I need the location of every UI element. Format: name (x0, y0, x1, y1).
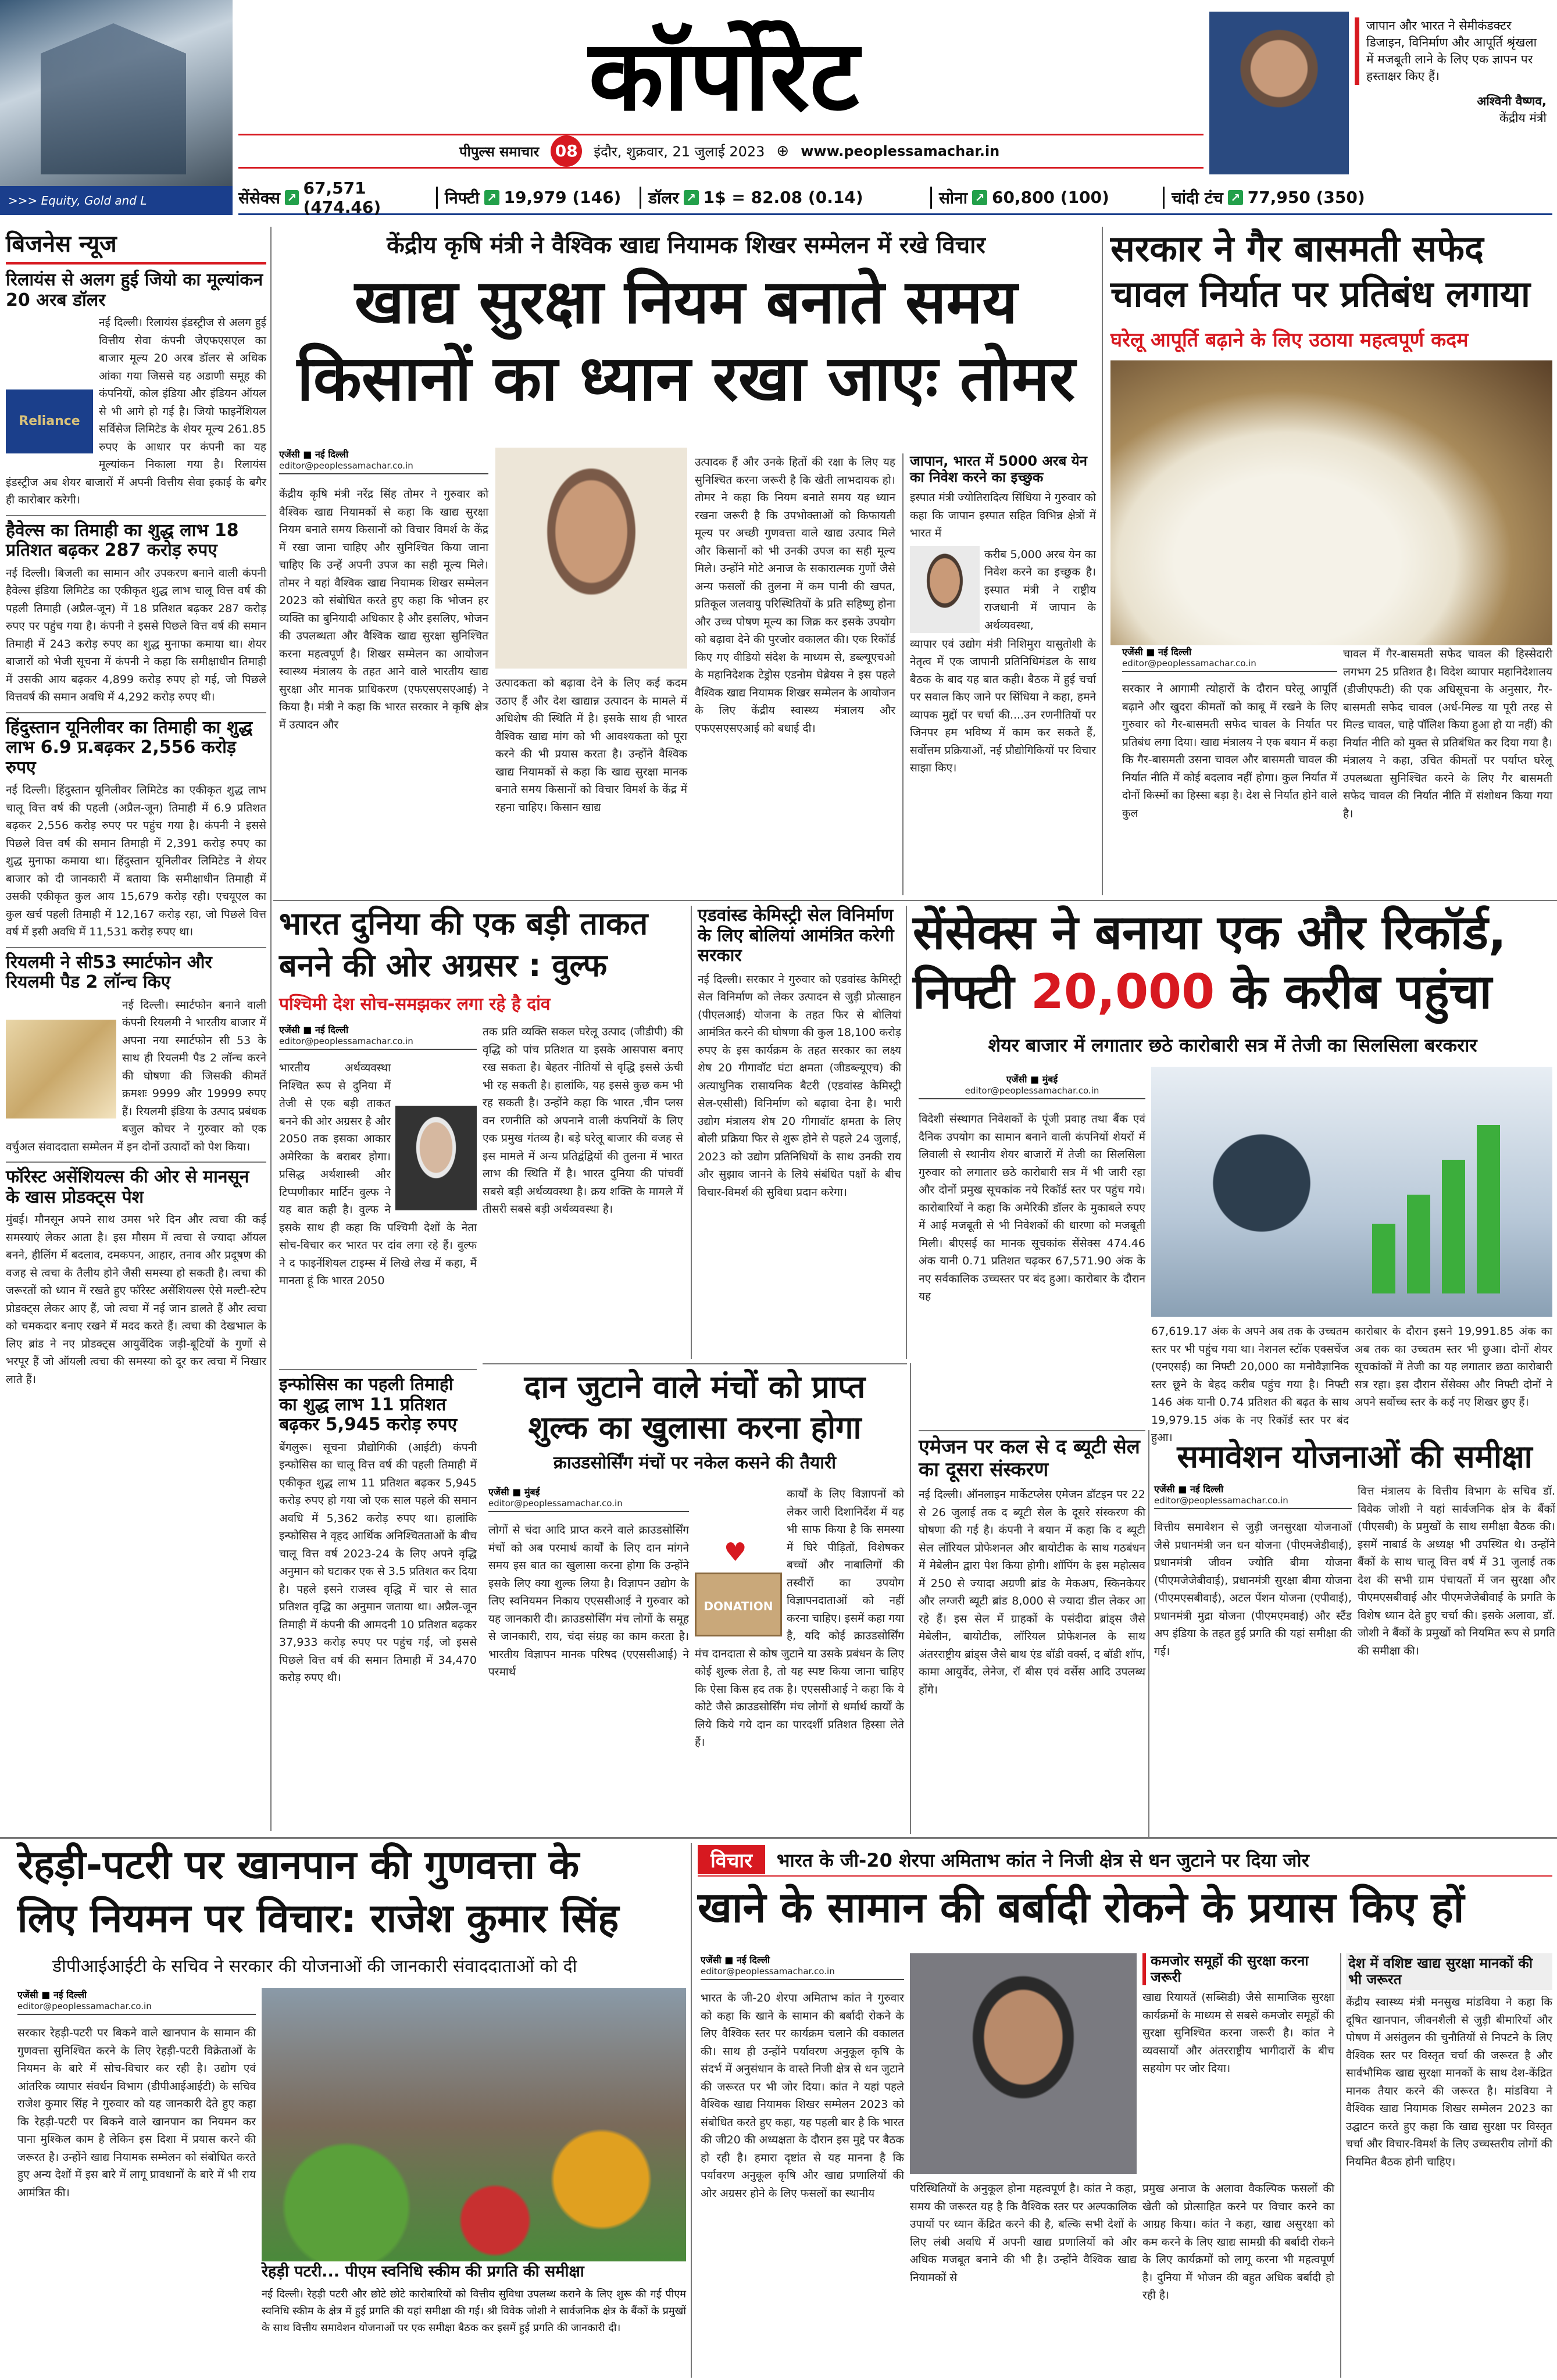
amitabh-kant-photo (910, 1953, 1137, 2174)
sidebar-item-body: मुंबई। मौनसून अपने साथ उमस भरे दिन और त्वचा की कई समस्याएं लेकर आता है। इस मौसम में त्वचा से ज्यादा ऑयल बनने, हीलिंग में बदलाव, दमकपन, आहार, तनाव और प्रदूषण की वजह से त्वचा के तैलीय होने जैसी समस्या हो सकती है। त्वचा की जरूरतों को ध्यान में रखते हुए फॉरेस्ट असेंशियल्स ऐसे मल्टी-स्टेप प्रोडक्ट्स लेकर आए हैं, जो त्वचा में नई जान डालते हैं और त्वचा को चमकदार बनाए रखने में मदद करते हैं। त्वचा की देखभाल के लिए ब्रांड ने नए प्रोडक्ट्स आयुर्वेदिक जड़ी-बूटियों के गुणों से भरपूर हैं जो ऑयली त्वचा की समस्या को दूर कर त्वचा में निखार लाते हैं। (6, 1213, 266, 1386)
crowd-subtitle: क्राउडसोर्सिंग मंचों पर नकेल कसने की तैयारी (553, 1453, 837, 1473)
donation-box: DONATION (695, 1573, 782, 1636)
rice-col-2: चावल में गैर-बासमती सफेद चावल की हिस्सेदारी लगभग 25 प्रतिशत है। विदेश व्यापार महानिदेशालय (डीजीएफटी) की एक अधिसूचना के अनुसार, गैर-बासमती सफेद चावल (अर्ध-मिल्ड या पूरी तरह से मिल्ड चावल, चाहे पॉलिश किया हुआ हो या नहीं) की निर्यात नीति को मुक्त से प्रतिबंधित कर दिया गया है। मंत्रालय ने कहा, उचित कीमतों पर पर्याप्त घरेलू उपलब्धता सुनिश्चित करने के लिए गैर बासमती सफेद चावल की निर्यात नीति में संशोधन किया गया है। (1343, 648, 1552, 820)
sensex-subtitle: शेयर बाजार में लगातार छठे कारोबारी सत्र में तेजी का सिलसिला बरकरार (988, 1034, 1477, 1056)
dateline-bar (238, 134, 1204, 169)
vichar-col-3: प्रमुख अनाज के अलावा वैकल्पिक फसलों की खेती को प्रोत्साहित करने पर विचार करने का आग्रह किया। कांत ने कहा, खाद्य असुरक्षा को कम करने के लिए खाद्य सामग्री की बर्बादी रोकने के लिए कार्यक्रमों को लागू करना भी महत्वपूर्ण है। दुनिया में भोजन की बहुत अधिक बर्बादी हो रही है। (1142, 2182, 1334, 2302)
sensex-col-1: विदेशी संस्थागत निवेशकों के पूंजी प्रवाह तथा बैंक एवं दैनिक उपयोग का सामान बनाने वाली कंपनियों शेयरों में लिवाली से स्थानीय शेयर बाजारों में तेजी का सिलसिला गुरुवार को लगातार छठे कारोबारी सत्र में भी जारी रहा और दोनों प्रमुख सूचकांक नये रिकॉर्ड स्तर पर पहुंच गये। कारोबारियों ने कहा कि अमेरिकी डॉलर के मुकाबले रुपए में आई मजबूती से भी निवेशकों की धारणा को मजबूती मिली। बीएसई का मानक सूचकांक सेंसेक्स 474.46 अंक यानी 0.71 प्रतिशत चढ़कर 67,571.90 अंक के नए सर्वकालिक उच्चस्तर पर बंद हुआ। कारोबार के दौरान यह (919, 1113, 1145, 1303)
chem-title: एडवांस्ड केमिस्ट्री सेल विनिर्माण के लिए बोलियां आमंत्रित करेगी सरकार (698, 905, 894, 966)
vichar-kicker-row (698, 1844, 1552, 1877)
wolf-byline-block (279, 1023, 477, 1056)
heart-icon: ♥ (724, 1538, 747, 1567)
globe-icon: ⊕ (776, 142, 790, 160)
crowd-top-divider (483, 1363, 907, 1364)
byline: एजेंसी ■ नई दिल्ली (279, 449, 349, 460)
sensex-title-2a: निफ्टी (913, 964, 1031, 1020)
byline: एजेंसी ■ मुंबई (488, 1486, 540, 1498)
sidebar-header: बिजनेस न्यूज (6, 227, 266, 265)
sidebar-item-title: रियलमी ने सी53 स्मार्टफोन और रियलमी पैड 2 लॉन्च किए (6, 952, 212, 992)
bar-graphic (1407, 1195, 1430, 1293)
sidebar-item-hul (6, 712, 266, 941)
rice-col-1: सरकार ने आगामी त्योहारों के दौरान घरेलू आपूर्ति बढ़ाने और खुदरा कीमतों को काबू में रखने के लिए गुरुवार को गैर-बासमती सफेद चावल के निर्यात पर प्रतिबंध लगा दिया। खाद्य मंत्रालय ने एक बयान में कहा कि गैर-बासमती उसना चावल और बासमती चावल की निर्यात नीति में कोई बदलाव नहीं होगा। कुल निर्यात में दोनों किस्मों का हिस्सा बड़ा है। देश से निर्यात होने वाले कुल (1122, 682, 1337, 820)
donation-box-icon (695, 1538, 782, 1642)
up-arrow-icon: ↗ (972, 190, 987, 205)
email: editor@peoplessamachar.co.in (701, 1966, 904, 1980)
amazon-body: नई दिल्ली। ऑनलाइन मार्केटप्लेस एमेजन डॉटइन पर 22 से 26 जुलाई तक द ब्यूटी सेल के दूसरे संस्करण की घोषणा की गई है। कंपनी ने बयान में कहा कि द ब्यूटी सेल लॉरियल प्रोफेशनल और बायोटीक के साथ गठबंधन में मेबेलीन द्वारा पेश किया होगी। शॉपिंग के इस महोत्सव में 250 से ज्यादा अग्रणी ब्रांड के मेकअप, स्किनकेयर और लग्जरी ब्यूटी ब्रांड 8,000 से ज्यादा डील लेकर आ रहे हैं। इस सेल में ग्राहकों के पसंदीदा ब्रांड्स जैसे मेबेलीन, बायोटीक, लॉरियल प्रोफेशनल के साथ अंतरराष्ट्रीय ब्रांड्स जैसे बाथ एंड बॉडी वर्क्स, द बॉडी शॉप, कामा आयुर्वेद, लेनेज, रॉ बीस एवं वर्सेस आदि उपलब्ध होंगे। (919, 1488, 1145, 1696)
phone-photo (6, 1020, 116, 1118)
wolf-col-1-text: भारतीय अर्थव्यवस्था निश्चित रूप से दुनिया में तेजी से एक बड़ी ताकत बनने की ओर अग्रसर है और 2050 तक इसका आकार अमेरिका के बराबर होगा। प्रसिद्ध अर्थशास्त्री और टिप्पणीकार मार्टिन वुल्फ ने यह बात कही है। वुल्फ ने इसके साथ ही कहा कि पश्चिमी देशों के नेता सोच-विचार कर भारत पर दांव लगा रहे हैं। वुल्फ ने द फाइनेंशियल टाइम्स में लिखे लेख में कहा, मैं मानता हूं कि भारत 2050 (279, 1062, 477, 1287)
sidebar-item-body: नई दिल्ली। बिजली का सामान और उपकरण बनाने वाली कंपनी हैवेल्स इंडिया लिमिटेड का एकीकृत शुद्ध लाभ चालू वित्त वर्ष की पहली तिमाही (अप्रैल-जून) में 18 प्रतिशत बढ़कर 287 करोड़ रुपए पर पहुंच गया है। कंपनी ने इससे पिछले वित्त वर्ष की समान तिमाही में 243 करोड़ रुपए का शुद्ध मुनाफा कमाया था। शेयर बाजारों को भेजी सूचना में कंपनी ने कहा कि समीक्षाधीन तिमाही में उसकी आय बढ़कर 4,899 करोड़ रुपए हो गई, जो पिछले वित्तवर्ष की समान अवधि में 4,292 करोड़ रुपए थी। (6, 566, 266, 703)
wolf-col-2: तक प्रति व्यक्ति सकल घरेलू उत्पाद (जीडीपी) की वृद्धि को पांच प्रतिशत या इसके आसपास बनाए रख सकता है। बेहतर नीतियों से वृद्धि इससे ऊंची भी रह सकती है। हालांकि, यह इससे कुछ कम भी रह सकती है। उन्होंने कहा कि भारत ,चीन प्लस वन रणनीति को अपनाने वाली कंपनियों के लिए एक प्रमुख गंतव्य है। बड़े घरेलू बाजार की वजह से इस मामले में अन्य प्रतिद्वंद्वियों की तुलना में भारत लाभ की स्थिति में है। भारत दुनिया की पांचवीं सबसे बड़ी अर्थव्यवस्था है। क्रय शक्ति के मामले में तीसरी सबसे बड़ी अर्थव्यवस्था है। (483, 1025, 683, 1216)
bar-graphic (1372, 1224, 1395, 1293)
up-arrow-icon: ↗ (1228, 190, 1243, 205)
wolf-title-2: बनने की ओर अग्रसर : वुल्फ (279, 947, 608, 984)
row3-divider (0, 1837, 1557, 1839)
lead-headline-1: खाद्य सुरक्षा नियम बनाते समय (354, 266, 1017, 337)
paper-name: पीपुल्स समाचार (459, 143, 540, 160)
banner-strip: >>> Equity, Gold and L (0, 186, 233, 215)
vichar-box-title: कमजोर समूहों की सुरक्षा करना जरूरी (1142, 1953, 1334, 1985)
japan-wrap: करीब 5,000 अरब येन का निवेश करने का इच्छुक है। इस्पात मंत्री ने राष्ट्रीय राजधानी में जापान के अर्थव्यवस्था, (984, 548, 1096, 632)
rice-title-1: सरकार ने गैर बासमती सफेद (1110, 227, 1484, 270)
bull-icon (1186, 1107, 1337, 1259)
sidebar-item-title: हिंदुस्तान यूनिलीवर का तिमाही का शुद्ध लाभ 6.9 प्र.बढ़कर 2,556 करोड़ रुपए (6, 717, 253, 778)
sidebar (6, 227, 266, 1831)
chem-divider (906, 906, 907, 1359)
ticker-silver: चांदी टंच ↗ 77,950 (350) (1163, 187, 1407, 209)
byline: एजेंसी ■ मुंबई (1006, 1074, 1058, 1085)
quote-title: केंद्रीय मंत्री (1499, 111, 1547, 125)
website: www.peoplessamachar.in (801, 143, 1000, 159)
rehdi-title-2: लिए नियमन पर विचार: राजेश कुमार सिंह (17, 1896, 619, 1942)
sensex-title-1: सेंसेक्स ने बनाया एक और रिकॉर्ड, (913, 905, 1506, 960)
sidebar-item-title: फॉरेस्ट असेंशियल्स की ओर से मानसून के खास प्रोडक्ट्स पेश (6, 1167, 249, 1207)
market-ticker (238, 178, 1552, 217)
ticker-sensex: सेंसेक्स ↗ 67,571 (474.46) (238, 178, 381, 217)
crowd-title-2: शुल्क का खुलासा करना होगा (528, 1409, 862, 1446)
top-quote (1355, 17, 1547, 174)
vichar-side-body: केंद्रीय स्वास्थ्य मंत्री मनसुख मांडविया ने कहा कि दूषित खानपान, जीवनशैली से जुड़ी बीमारियों और पोषण में असंतुलन की चुनौतियों से निपटने के लिए वैश्विक स्तर पर विस्तृत चर्चा की जरूरत है और सार्वभौमिक खाद्य सुरक्षा मानकों के साथ देश-केंद्रित मानक तैयार करने की जरूरत है। मांडविया ने वैश्विक खाद्य नियामक शिखर सम्मेलन 2023 का उद्घाटन करते हुए कहा कि खाद्य सुरक्षा पर विस्तृत चर्चा और विचार-विमर्श के लिए उच्चस्तरीय लोगों की नियमित बैठक होनी चाहिए। (1346, 1996, 1552, 2168)
bull-chart-photo (1151, 1067, 1552, 1317)
vichar-tag: विचार (698, 1845, 765, 1874)
lead-col-1: केंद्रीय कृषि मंत्री नरेंद्र सिंह तोमर ने गुरुवार को वैश्विक खाद्य नियामकों से कहा कि खाद्य सुरक्षा नियम बनाते समय किसानों को विचार विमर्श के केंद्र में रखा जाना चाहिए और सुनिश्चित किया जाना चाहिए कि उन्हें अपनी उपज का सही मूल्य मिले। तोमर ने यहां वैश्विक खाद्य नियामक शिखर सम्मेलन 2023 को संबोधित करते हुए कहा कि भोजन हर व्यक्ति का बुनियादी अधिकार है और इसलिए, भोजन की उपलब्धता और वैश्विक खाद्य सुरक्षा सुनिश्चित करना महत्वपूर्ण है। शिखर सम्मेलन का आयोजन स्वास्थ्य मंत्रालय के तहत आने वाले भारतीय खाद्य सुरक्षा और मानक प्राधिकरण (एफएसएसएआई) ने किया है। मंत्री ने कहा कि भारत सरकार ने कृषि क्षेत्र में उत्पादन और (279, 488, 488, 731)
amazon-divider (1148, 1430, 1149, 1837)
lead-headline-2: किसानों का ध्यान रखा जाएः तोमर (297, 342, 1076, 415)
sensex-title-2c: के करीब पहुंचा (1215, 964, 1492, 1020)
rehdi-subtitle: डीपीआईआईटी के सचिव ने सरकार की योजनाओं की जानकारी संवाददाताओं को दी (52, 1956, 577, 1977)
vichar-divider (691, 1843, 692, 2378)
sidebar-divider (270, 227, 272, 1831)
vichar-headline: खाने के सामान की बर्बादी रोकने के प्रयास किए हों (698, 1883, 1465, 1932)
lead-col-2: उत्पादकता को बढ़ावा देने के लिए कई कदम उठाए हैं और देश खाद्यान्न उत्पादन के मामले में अधिशेष की स्थिति में है। इसके साथ ही भारत वैश्विक खाद्य मांग को भी आवश्यकता को पूरा करने की भी प्रयास करता है। उन्होंने वैश्विक खाद्य नियामकों से कहा कि खाद्य सुरक्षा मानक बनाते समय किसानों को विचार विमर्श के केंद्र में रहना चाहिए। किसान खाद्य (495, 677, 687, 814)
vichar-byline-block (701, 1953, 904, 1986)
crowd-title-1: दान जुटाने वाले मंचों को प्राप्त (524, 1368, 866, 1405)
crowd-divider (910, 1363, 911, 1834)
rice-title-2: चावल निर्यात पर प्रतिबंध लगाया (1110, 273, 1530, 315)
vichar-kicker: भारत के जी-20 शेरपा अमिताभ कांत ने निजी क्षेत्र से धन जुटाने पर दिया जोर (777, 1849, 1309, 1871)
ticker-dollar: डॉलर ↗ 1$ = 82.08 (0.14) (640, 187, 930, 209)
vichar-side (1346, 1953, 1552, 2378)
sidebar-item-realme (6, 947, 266, 1156)
chem-story (698, 906, 901, 1359)
sidebar-item-title: रिलायंस से अलग हुई जियो का मूल्यांकन 20 अरब डॉलर (6, 270, 263, 310)
crowd-col-2-text: कार्यों के लिए विज्ञापनों को लेकर जारी दिशानिर्देश में यह भी साफ किया है कि समस्या में घिरे पीड़ितों, विशेषकर बच्चों और नाबालिगों की तस्वीरों का उपयोग विज्ञापनदाताओं को नहीं करना चाहिए। इसमें कहा गया है, यदि कोई क्राउडसोर्सिंग मंच दानदाता से कोष जुटाने या उसके प्रबंधन के लिए कोई शुल्क लेता है, तो यह स्पष्ट किया जाना चाहिए कि ऐसा किस हद तक है। एएससीआई ने कहा कि ये कोटे जैसे क्राउडसोर्सिंग मंच लोगों से धर्मार्थ कार्यों के लिये किये गये दान का पारदर्शी प्रतिशत हिस्सा लेते हैं। (695, 1488, 904, 1749)
sidebar-item-jio (6, 270, 266, 509)
section-title: कॉर्पोरेट (588, 19, 859, 133)
wolf-photo (395, 1106, 477, 1210)
samavesh-byline-block (1154, 1482, 1352, 1515)
rehdi-body: सरकार रेहड़ी-पटरी पर बिकने वाले खानपान के सामान की गुणवत्ता सुनिश्चित करने के लिए रेहड़ी-पटरी विक्रेताओं के नियमन के बारे में सोच-विचार कर रही है। उद्योग एवं आंतरिक व्यापार संवर्धन विभाग (डीपीआईआईटी) के सचिव राजेश कुमार सिंह ने गुरुवार को यह जानकारी देते हुए कहा कि रेहड़ी-पटरी पर बिकने वाले खानपान का नियमन कर पाना मुश्किल काम है लेकिन इस दिशा में प्रयास करने की जरूरत है। उन्होंने खाद्य नियामक सम्मेलन को संबोधित करते हुए अन्य देशों में इस बारे में लागू प्रावधानों के बारे में भी राय आमंत्रित की। (17, 2027, 256, 2199)
infosys-body: बेंगलुरू। सूचना प्रौद्योगिकी (आईटी) कंपनी इन्फोसिस का चालू वित्त वर्ष की पहली तिमाही में एकीकृत शुद्ध लाभ 11 प्रतिशत बढ़कर 5,945 करोड़ रुपए हो गया जो एक साल पहले की समान अवधि में 5,362 करोड़ रुपए था। हालांकि इन्फोसिस ने वृहद आर्थिक अनिश्चितताओं के बीच चालू वित्त वर्ष 2023-24 के लिए अपने वृद्धि अनुमान को घटाकर एक से 3.5 प्रतिशत कर दिया है। पहले इसने राजस्व वृद्धि में चार से सात प्रतिशत वृद्धि का अनुमान जताया था। अप्रैल-जून तिमाही में कंपनी की आमदनी 10 प्रतिशत बढ़कर 37,933 करोड़ रुपए पर पहुंच गई, जो इससे पिछले वित्त वर्ष की समान तिमाही में 34,470 करोड़ रुपए थी। (279, 1441, 477, 1684)
chem-body: नई दिल्ली। सरकार ने गुरुवार को एडवांस्ड केमिस्ट्री सेल विनिर्माण को लेकर उत्पादन से जुड़ी प्रोत्साहन (पीएलआई) योजना के तहत फिर से बोलियां आमंत्रित करने की घोषणा की कुल 18,100 करोड़ रुपए के इस कार्यक्रम के तहत सरकार का लक्ष्य शेष 20 गीगावॉट घंटा क्षमता (जीडब्ल्यूएच) की अत्याधुनिक रासायनिक बैटरी (एडवांस्ड केमिस्ट्री सेल-एसीसी) विनिर्माण को बढ़ावा देना है। भारी उद्योग मंत्रालय शेष 20 गीगावॉट क्षमता के लिए बोली प्रक्रिया फिर से शुरू होने से पहले 24 जुलाई, 2023 को उद्योग प्रतिनिधियों के साथ उनकी राय और सुझाव जानने के लिये संबंधित पक्षों के बीच विचार-विमर्श की सुविधा प्रदान करेगा। (698, 973, 901, 1199)
reliance-logo: Reliance (6, 389, 93, 453)
vichar-col-2: परिस्थितियों के अनुकूल होना महत्वपूर्ण है। कांत ने कहा, समय की जरूरत यह है कि वैश्विक स्तर पर अल्पकालिक उपायों पर ध्यान केंद्रित करने की है, बल्कि सभी देशों के लिए लंबी अवधि में अपनी खाद्य प्रणालियों को और अधिक मजबूत बनाने की भी है। उन्होंने वैश्विक खाद्य नियामकों से (910, 2182, 1137, 2284)
email: editor@peoplessamachar.co.in (488, 1498, 689, 1512)
vichar-box (1142, 1953, 1334, 2174)
sensex-title-2-highlight: 20,000 (1030, 964, 1215, 1020)
email: editor@peoplessamachar.co.in (17, 2001, 256, 2015)
rehdi-caption-body: नई दिल्ली। रेहड़ी पटरी और छोटे छोटे कारोबारियों को वित्तीय सुविधा उपलब्ध कराने के लिए शुरू की गई पीएम स्वनिधि स्कीम के क्षेत्र में हुई प्रगति की यहां समीक्षा की गई। श्री विवेक जोशी ने सार्वजनिक क्षेत्र के बैंकों के प्रमुखों के साथ वित्तीय समावेशन योजनाओं पर एक समीक्षा बैठक कर इसमें हुई प्रगति की जानकारी दी। (262, 2288, 686, 2334)
byline: एजेंसी ■ नई दिल्ली (1154, 1484, 1224, 1495)
email: editor@peoplessamachar.co.in (1154, 1495, 1352, 1509)
bar-graphic (1477, 1125, 1500, 1293)
wolf-divider (691, 906, 692, 1359)
up-arrow-icon: ↗ (285, 190, 299, 205)
byline: एजेंसी ■ नई दिल्ली (279, 1024, 349, 1035)
up-arrow-icon: ↗ (484, 190, 499, 205)
vegetable-stall-photo (262, 1988, 686, 2261)
wolf-col-1 (279, 1059, 477, 1361)
sidebar-item-havells (6, 515, 266, 706)
rehdi-title-1: रेहड़ी-पटरी पर खानपान की गुणवत्ता के (17, 1842, 580, 1888)
japan-story (910, 453, 1096, 895)
dateline: इंदौर, शुक्रवार, 21 जुलाई 2023 (594, 143, 765, 160)
byline: एजेंसी ■ नई दिल्ली (17, 1989, 87, 2000)
samavesh-col-1: वित्तीय समावेशन से जुड़ी जनसुरक्षा योजनाओं जैसे प्रधानमंत्री जन धन योजना (पीएमजेडीवाई), प्रधानमंत्री जीवन ज्योति बीमा योजना (पीएमजेजेबीवाई), प्रधानमंत्री सुरक्षा बीमा योजना (पीएमएसबीवाई), अटल पेंशन योजना (एपीवाई), प्रधानमंत्री मुद्रा योजना (पीएमएमवाई) और स्टैंड अप इंडिया के तहत हुई प्रगति की यहां समीक्षा की गई। (1154, 1521, 1352, 1658)
sidebar-item-title: हैवेल्स का तिमाही का शुद्ध लाभ 18 प्रतिशत बढ़कर 287 करोड़ रुपए (6, 520, 239, 560)
left-banner-photo (0, 0, 233, 215)
lead-col-3: उत्पादक हैं और उनके हितों की रक्षा के लिए यह सुनिश्चित करना जरूरी है कि खेती लाभदायक हो। तोमर ने कहा कि नियम बनाते समय यह ध्यान रखना जरूरी है कि उपभोक्ताओं को किफायती मूल्य पर अच्छी गुणवत्ता वाले खाद्य उत्पाद मिले और किसानों को भी उनकी उपज का सही मूल्य मिले। उन्होंने मोटे अनाज के सकारात्मक गुणों जैसे अन्य फसलों की तुलना में कम पानी की खपत, प्रतिकूल जलवायु परिस्थितियों के प्रति सहिष्णु होना और उच्च पोषण मूल्य का जिक्र कर इसके उपयोग को बढ़ावा देने की पुरजोर वकालत की। एक रिकॉर्ड किए गए वीडियो संदेश के माध्यम से, डब्ल्यूएचओ के महानिदेशक टेड्रोस एडनोम घेब्रेयस ने इस पहले वैश्विक खाद्य नियामक शिखर सम्मेलन के आयोजन के लिए केंद्रीय स्वास्थ्य मंत्रालय और एफएसएसएआई को बधाई दी। (695, 456, 895, 735)
row2-divider (273, 900, 1557, 901)
crowd-col-2-block (695, 1485, 904, 1834)
byline: एजेंसी ■ नई दिल्ली (701, 1954, 770, 1966)
bar-graphic (1442, 1160, 1465, 1293)
lead-byline-block (279, 448, 488, 483)
infosys-title: इन्फोसिस का पहली तिमाही का शुद्ध लाभ 11 प्रतिशत बढ़कर 5,945 करोड़ रुपए (279, 1374, 458, 1435)
minister-tomar-photo (495, 448, 687, 669)
sidebar-item-forest (6, 1162, 266, 1388)
ticker-gold: सोना ↗ 60,800 (100) (930, 187, 1163, 209)
sensex-col-2: 67,619.17 अंक के अपने अब तक के उच्चतम स्तर पर भी पहुंच गया था। नेशनल स्टॉक एक्सचेंज (एनएसई) का निफ्टी 20,000 का मनोवैज्ञानिक स्तर छूने के बेहद करीब पहुंच गया है। निफ्टी 146 अंक यानी 0.74 प्रतिशत की बढ़त के साथ 19,979.15 अंक के नए रिकॉर्ड स्तर पर बंद हुआ। (1151, 1325, 1349, 1444)
lead-divider (902, 453, 904, 895)
rehdi-byline-block (17, 1988, 256, 2021)
sensex-byline-block (919, 1073, 1145, 1105)
quote-name: अश्विनी वैष्णव, (1477, 94, 1547, 108)
ticker-nifty: निफ्टी ↗ 19,979 (146) (436, 187, 628, 209)
samavesh-col-2: वित्त मंत्रालय के वित्तीय विभाग के सचिव डॉ. विवेक जोशी ने यहां सार्वजनिक क्षेत्र के बैंकों (पीएसबी) के प्रमुखों के साथ समीक्षा बैठक की। इसमें नाबार्ड के अध्यक्ष भी उपस्थित थे। उन्होंने बैंकों के साथ चालू वित्त वर्ष में 31 जुलाई तक देश की सभी ग्राम पंचायतों में जन सुरक्षा और पीएमएसबीवाई और पीएमजेजेबीवाई के प्रगति के विशेष ध्यान देते हुए चर्चा की। इसके अलावा, डॉ. जोशी ने बैंकों के प्रमुखों को नियमित रूप से प्रगति की समीक्षा की। (1358, 1485, 1555, 1657)
rehdi-caption-title: रेहड़ी पटरी... पीएम स्वनिधि स्कीम की प्रगति की समीक्षा (262, 2263, 584, 2281)
japan-title: जापान, भारत में 5000 अरब येन का निवेश करने का इच्छुक (910, 453, 1087, 485)
wolf-subtitle: पश्चिमी देश सोच-समझकर लगा रहे है दांव (279, 994, 551, 1014)
sidebar-item-body: नई दिल्ली। हिंदुस्तान यूनिलीवर लिमिटेड का एकीकृत शुद्ध लाभ चालू वित्त वर्ष की पहली (अप्रैल-जून) तिमाही में 6.9 प्रतिशत बढ़कर 2,556 करोड़ रुपए पर पहुंच गया है। कंपनी ने इससे पिछले वित्त वर्ष की समान तिमाही में 2,391 करोड़ रुपए का शुद्ध मुनाफा कमाया था। हिंदुस्तान यूनिलीवर लिमिटेड ने शेयर बाजार को दी जानकारी में बताया कि समीक्षाधीन तिमाही में उसकी एकीकृत कुल आय 15,679 करोड़ रही। एचयूएल का कुल खर्च पहली तिमाही में 12,167 करोड़ रहा, जो पिछले वित्त वर्ष में इसी अवधि में 11,531 करोड़ रुपए था। (6, 784, 266, 938)
email: editor@peoplessamachar.co.in (919, 1085, 1145, 1099)
byline: एजेंसी ■ नई दिल्ली (1122, 646, 1192, 657)
rice-photo (1110, 360, 1552, 645)
samavesh-title: समावेशन योजनाओं की समीक्षा (1177, 1438, 1533, 1475)
japan-intro: इस्पात मंत्री ज्योतिरादित्य सिंधिया ने गुरुवार को कहा कि जापान इस्पात सहित विभिन्न क्षेत्रों में भारत में (910, 491, 1096, 540)
amazon-story (919, 1430, 1145, 1837)
sidebar-item-body: नई दिल्ली। रिलायंस इंडस्ट्रीज से अलग हुई वित्तीय सेवा कंपनी जेएफएसएल का बाजार मूल्य 20 अरब डॉलर से अधिक आंका गया जिससे यह अडाणी समूह की कंपनियों, कोल इंडिया और इंडियन ऑयल से भी आगे हो गई है। जियो फाइनेंशियल सर्विसेज लिमिटेड के शेयर मूल्य 261.85 रुपए के आधार पर कंपनी का यह मूल्यांकन निकाला गया है। रिलायंस इंडस्ट्रीज अब शेयर बाजारों में अपनी वित्तीय सेवा इकाई के बगैर ही कारोबार करेगी। (6, 316, 266, 506)
wolf-title-1: भारत दुनिया की एक बड़ी ताकत (279, 905, 648, 942)
vichar-col-1: भारत के जी-20 शेरपा अमिताभ कांत ने गुरुवार को कहा कि खाने के सामान की बर्बादी रोकने के लिए वैश्विक स्तर पर कार्यक्रम चलाने की वकालत की। साथ ही उन्होंने पर्यावरण अनुकूल कृषि के संदर्भ में अनुसंधान के वास्ते निजी क्षेत्र से धन जुटाने की जरूरत पर भी जोर दिया। कांत ने यहां पहले वैश्विक खाद्य नियामक शिखर सम्मेलन 2023 को संबोधित करते हुए कहा, यह पहली बार है कि भारत की जी20 की अध्यक्षता के दौरान इस मुद्दे पर बैठक हो रही है। हमारा दृष्टांत से यह मानना है कि पर्यावरण अनुकूल कृषि और खाद्य प्रणालियों की ओर अग्रसर होने के लिए फसलों का स्थानीय (701, 1992, 904, 2200)
vichar-box-body: खाद्य रियायतें (सब्सिडी) जैसे सामाजिक सुरक्षा कार्यक्रमों के माध्यम से सबसे कमजोर समूहों की सुरक्षा सुनिश्चित करना जरूरी है। कांत ने व्यवसायों और अंतरराष्ट्रीय भागीदारों के बीच सहयोग पर जोर दिया। (1142, 1991, 1334, 2075)
crowd-col-1: लोगों से चंदा आदि प्राप्त करने वाले क्राउडसोर्सिंग मंचों को अब परमार्थ कार्यों के लिए दान मांगने समय इस बात का खुलासा करना होगा कि उन्होंने इसके लिए क्या शुल्क लिया है। विज्ञापन उद्योग के लिए स्वनियमन निकाय एएससीआई ने गुरुवार को यह जानकारी दी। क्राउडसोर्सिंग मंच लोगों के समूह से जानकारी, राय, चंदा संग्रह का काम करता है। भारतीय विज्ञापन मानक परिषद (एएससीआई) ने परमार्थ (488, 1524, 689, 1678)
lead-kicker: केंद्रीय कृषि मंत्री ने वैश्विक खाद्य नियामक शिखर सम्मेलन में रखे विचार (387, 232, 985, 259)
sensex-col-3: कारोबार के दौरान इसने 19,991.85 अंक का अब तक का उच्चतम स्तर भी छुआ। दोनों शेयर सूचकांकों में तेजी का यह लगातार छठा कारोबारी सत्र रहा। इस दौरान सेंसेक्स और निफ्टी दोनों ने अपने सर्वोच्च स्तर के कई नए शिखर छुए हैं। (1355, 1325, 1552, 1409)
email: editor@peoplessamachar.co.in (1122, 658, 1337, 672)
email: editor@peoplessamachar.co.in (279, 460, 488, 474)
rice-byline-block (1122, 645, 1337, 678)
infosys-story (279, 1369, 477, 1834)
sidebar-item-body: नई दिल्ली। स्मार्टफोन बनाने वाली कंपनी रियलमी ने भारतीय बाजार में अपना नया स्मार्टफोन सी 53 के साथ ही रियलमी पैड 2 लॉन्च करने की घोषणा की जिसकी कीमतें क्रमशः 9999 और 19999 रुपए हैं। रियलमी इंडिया के उत्पाद प्रबंधक बजुल कोचर ने गुरुवार को एक वर्चुअल संवाददाता सम्मेलन में इन दोनों उत्पादों को पेश किया। (6, 998, 266, 1153)
japan-body: व्यापार एवं उद्योग मंत्री निशिमुरा यासुतोशी के नेतृत्व में एक जापानी प्रतिनिधिमंडल के साथ बैठक के बाद यह बात कही। बैठक में हुई चर्चा पर सवाल किए जाने पर सिंधिया ने कहा, हमने व्यापक मुद्दों पर चर्चा की....उन रणनीतियों पर जिनपर हम भविष्य में काम कर सकते हैं, सर्वोत्तम प्रक्रियाओं, नई प्रौद्योगिकियों पर विचार साझा किए। (910, 637, 1096, 775)
amazon-title: एमेजन पर कल से द ब्यूटी सेल का दूसरा संस्करण (919, 1435, 1140, 1482)
vichar-side-divider (1340, 1953, 1341, 2378)
minister-photo (1209, 12, 1349, 174)
quote-text: जापान और भारत ने सेमीकंडक्टर डिजाइन, विनिर्माण और आपूर्ति श्रृंखला में मजबूती लाने के लिए एक ज्ञापन पर हस्ताक्षर किए हैं। (1355, 17, 1547, 85)
sensex-title-2 (913, 965, 1552, 1029)
up-arrow-icon: ↗ (684, 190, 699, 205)
banner-building-icon (41, 23, 186, 174)
vichar-side-title: देश में वशिष्ट खाद्य सुरक्षा मानकों की भी जरूरत (1346, 1953, 1552, 1990)
rice-subtitle: घरेलू आपूर्ति बढ़ाने के लिए उठाया महत्वपूर्ण कदम (1110, 328, 1469, 352)
scindia-photo (910, 546, 980, 633)
page-number: 08 (551, 135, 582, 167)
crowd-byline-block (488, 1485, 689, 1518)
email: editor@peoplessamachar.co.in (279, 1036, 477, 1050)
japan-divider (1102, 227, 1103, 895)
